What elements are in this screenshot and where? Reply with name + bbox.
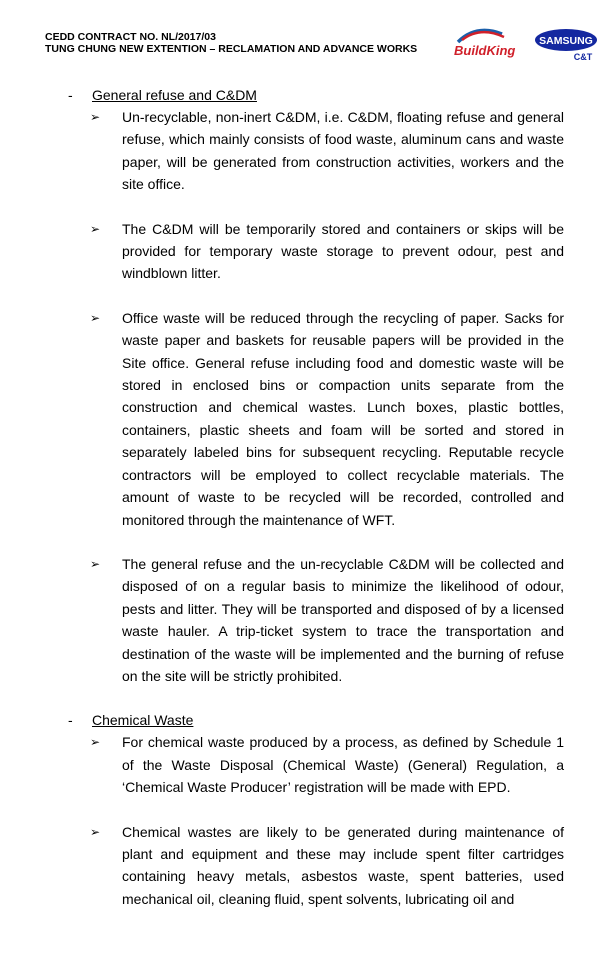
arrow-bullet-icon: ➢ bbox=[90, 824, 101, 839]
buildking-logo bbox=[452, 26, 534, 60]
bullet-text: Office waste will be reduced through the recycling of paper. Sacks for waste paper and baskets for reusable papers will be provided in the Site office. General refuse including food and domestic waste will be stored in enclosed bins or compaction units separate from the construction and chemical wastes. Lunch boxes, plastic bottles, containers, plastic sheets and foam will be sorted and stored in separately labeled bins for subsequent recycling. Reputable recycle contractors will be employed to collect recyclable materials. The amount of waste to be recycled will be recorded, controlled and monitored through the maintenance of WFT. bbox=[122, 309, 564, 528]
arrow-bullet-icon: ➢ bbox=[90, 556, 101, 571]
arrow-bullet-icon: ➢ bbox=[90, 110, 101, 124]
arrow-bullet-icon: ➢ bbox=[90, 735, 101, 750]
section-dash: - bbox=[68, 712, 73, 729]
bullet-item bbox=[90, 307, 564, 531]
section-dash: - bbox=[68, 87, 73, 103]
bullet-item bbox=[90, 821, 564, 911]
arrow-bullet-icon: ➢ bbox=[90, 221, 101, 236]
document-body bbox=[0, 84, 609, 910]
section-heading bbox=[0, 709, 609, 731]
section-chemical-waste bbox=[0, 709, 609, 910]
section-heading bbox=[0, 84, 609, 106]
bullet-text: The C&DM will be temporarily stored and containers or skips will be provided for temporary waste storage to prevent odour, pest and windblown litter. bbox=[122, 220, 564, 282]
bullet-text: Chemical wastes are likely to be generated during maintenance of plant and equipment and these may include spent filter cartridges containing heavy metals, asbestos waste, spent batteries, used mechanical oil, cleaning fluid, spent solvents, lubricating oil and bbox=[122, 823, 564, 907]
page-header bbox=[0, 0, 609, 62]
section-title: Chemical Waste bbox=[92, 712, 194, 729]
ct-wordmark: C&T bbox=[573, 52, 593, 62]
bullet-text: The general refuse and the un-recyclable C&DM will be collected and disposed of on a regular basis to minimize the likelihood of odour, pests and litter. They will be transported and disposed of by a licensed waste hauler. A trip-ticket system to trace the transportation and destination of the waste will be implemented and the burning of refuse on the site will be strictly prohibited. bbox=[122, 555, 564, 684]
samsung-wordmark: SAMSUNG bbox=[539, 35, 593, 47]
contract-title: TUNG CHUNG NEW EXTENTION – RECLAMATION AND ADVANCE WORKS bbox=[45, 43, 418, 55]
buildking-wordmark: BuildKing bbox=[454, 43, 516, 58]
bullet-text: Un-recyclable, non-inert C&DM, i.e. C&DM, floating refuse and general refuse, which mainly consists of food waste, aluminum cans and waste paper, will be generated from construction activities, workers and the site office. bbox=[122, 109, 564, 193]
samsung-ct-logo bbox=[534, 26, 600, 62]
section-general-refuse bbox=[0, 84, 609, 687]
bullet-item bbox=[90, 731, 564, 798]
section-title: General refuse and C&DM bbox=[92, 87, 257, 103]
contract-number: CEDD CONTRACT NO. NL/2017/03 bbox=[45, 31, 216, 43]
bullet-item bbox=[90, 218, 564, 285]
bullet-text: For chemical waste produced by a process, as defined by Schedule 1 of the Waste Disposal (Chemical Waste) (General) Regulation, a ‘Chemical Waste Producer’ registration will be made with EPD. bbox=[122, 734, 564, 796]
arrow-bullet-icon: ➢ bbox=[90, 310, 101, 325]
bullet-item bbox=[90, 106, 564, 196]
bullet-item bbox=[90, 553, 564, 687]
